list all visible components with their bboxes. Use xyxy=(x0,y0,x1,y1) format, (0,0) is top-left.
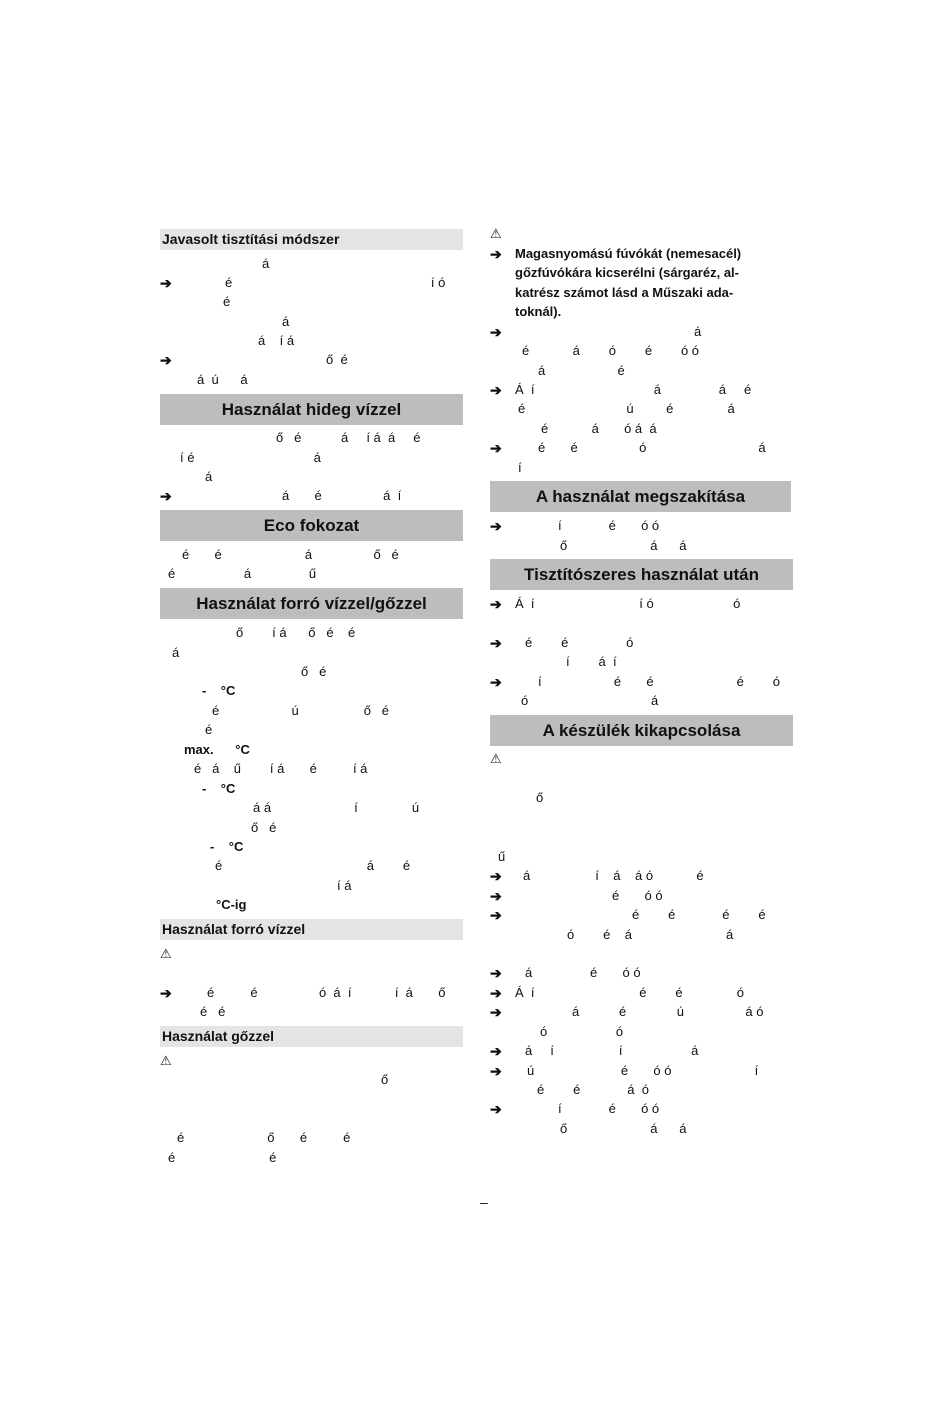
text-line: í á xyxy=(337,878,352,893)
text-line: á xyxy=(172,645,180,660)
text-line: ő é xyxy=(251,820,277,835)
heading-kikapcsolasa: A készülék kikapcsolása xyxy=(490,715,793,746)
text-line: í xyxy=(518,460,522,475)
warning-icon: ⚠ xyxy=(490,751,502,766)
arrow-icon: ➔ xyxy=(490,596,502,612)
text-line: Á í á á é xyxy=(515,382,752,397)
heading-eco: Eco fokozat xyxy=(160,510,463,541)
text-line: Á í é é ó xyxy=(515,985,745,1000)
arrow-icon: ➔ xyxy=(490,1004,502,1020)
text-line: ő xyxy=(536,790,544,805)
arrow-icon: ➔ xyxy=(490,246,502,262)
text-line: toknál). xyxy=(515,304,562,319)
arrow-icon: ➔ xyxy=(490,965,502,981)
text-line: á é ó ó xyxy=(525,965,641,980)
text-line: é í ó xyxy=(225,275,446,290)
temperature-line: max. °C xyxy=(184,742,250,757)
text-line: é é ó á xyxy=(538,440,766,455)
arrow-icon: ➔ xyxy=(490,1101,502,1117)
text-line: á é á í xyxy=(282,488,402,503)
text-line: á é ú á ó xyxy=(572,1004,764,1019)
arrow-icon: ➔ xyxy=(160,352,172,368)
text-line: í é ó ó xyxy=(558,1101,660,1116)
arrow-icon: ➔ xyxy=(490,907,502,923)
arrow-icon: ➔ xyxy=(490,635,502,651)
arrow-icon: ➔ xyxy=(490,518,502,534)
text-line: é ú é á xyxy=(518,401,735,416)
text-line: é é xyxy=(168,1150,277,1165)
text-line: á xyxy=(205,469,213,484)
text-line: é é á ó xyxy=(537,1082,649,1097)
heading-gozzel: Használat gőzzel xyxy=(160,1026,463,1047)
temperature-line: - °C xyxy=(202,683,236,698)
text-line: ő é á í á á é xyxy=(276,430,421,445)
text-line: ő é xyxy=(326,352,348,367)
arrow-icon: ➔ xyxy=(160,985,172,1001)
heading-hideg: Használat hideg vízzel xyxy=(160,394,463,425)
text-line: é é ó xyxy=(525,635,634,650)
text-line: é xyxy=(223,294,231,309)
text-line: é ó ó xyxy=(612,888,663,903)
arrow-icon: ➔ xyxy=(160,275,172,291)
arrow-icon: ➔ xyxy=(490,888,502,904)
text-line: é é á ő é xyxy=(182,547,399,562)
text-line: Á í í ó ó xyxy=(515,596,741,611)
text-line: á xyxy=(694,324,702,339)
heading-javasolt: Javasolt tisztítási módszer xyxy=(160,229,463,250)
text-line: katrész számot lásd a Műszaki ada- xyxy=(515,285,734,300)
heading-megszakitasa: A használat megszakítása xyxy=(490,481,791,512)
text-line: á í á xyxy=(258,333,295,348)
arrow-icon: ➔ xyxy=(490,382,502,398)
arrow-icon: ➔ xyxy=(490,1063,502,1079)
text-line: ő á á xyxy=(560,1121,687,1136)
heading-forro-gozzel: Használat forró vízzel/gőzzel xyxy=(160,588,463,619)
text-line: é á é xyxy=(215,858,411,873)
text-line: gőzfúvókára kicserélni (sárgaréz, al- xyxy=(515,265,739,280)
text-line: ó á xyxy=(521,693,659,708)
arrow-icon: ➔ xyxy=(490,324,502,340)
temperature-line: - °C xyxy=(202,781,236,796)
page-number: – xyxy=(480,1194,488,1210)
text-line: ő é xyxy=(301,664,327,679)
text-line: Magasnyomású fúvókát (nemesacél) xyxy=(515,246,742,261)
warning-icon: ⚠ xyxy=(160,1053,172,1068)
arrow-icon: ➔ xyxy=(490,674,502,690)
arrow-icon: ➔ xyxy=(490,868,502,884)
heading-forro: Használat forró vízzel xyxy=(160,919,463,940)
text-line: ó ó xyxy=(540,1024,624,1039)
text-line: é é ó á í í á ő xyxy=(207,985,446,1000)
text-line: í é ó ó xyxy=(558,518,660,533)
text-line: ő á á xyxy=(560,538,687,553)
text-line: í é á xyxy=(180,450,321,465)
text-line: é xyxy=(205,722,213,737)
text-line: é ő é é xyxy=(177,1130,351,1145)
text-line: ű xyxy=(498,849,506,864)
text-line: é é xyxy=(200,1004,226,1019)
text-line: ő í á ő é é xyxy=(236,625,356,640)
text-line: ő xyxy=(381,1072,389,1087)
text-line: á ú á xyxy=(197,372,248,387)
text-line: á xyxy=(282,314,290,329)
text-line: í á í xyxy=(566,654,617,669)
warning-icon: ⚠ xyxy=(160,946,172,961)
arrow-icon: ➔ xyxy=(160,488,172,504)
text-line: á xyxy=(262,256,270,271)
arrow-icon: ➔ xyxy=(490,440,502,456)
arrow-icon: ➔ xyxy=(490,1043,502,1059)
text-line: é ú ő é xyxy=(212,703,390,718)
text-line: á á í ú xyxy=(253,800,420,815)
warning-icon: ⚠ xyxy=(490,226,502,241)
temperature-line: - °C xyxy=(210,839,244,854)
text-line: ú é ó ó í xyxy=(527,1063,759,1078)
text-line: ó é á á xyxy=(567,927,734,942)
text-line: í é é é ó xyxy=(538,674,781,689)
text-line: é á ó á á xyxy=(541,421,657,436)
text-line: é á ó é ó ó xyxy=(522,343,700,358)
arrow-icon: ➔ xyxy=(490,985,502,1001)
text-line: á í í á xyxy=(525,1043,699,1058)
text-line: á é xyxy=(538,363,625,378)
text-line: é á ű í á é í á xyxy=(194,761,368,776)
heading-tisztitoszeres: Tisztítószeres használat után xyxy=(490,559,793,590)
text-line: á í á á ó é xyxy=(523,868,704,883)
temperature-line: °C-ig xyxy=(216,897,247,912)
text-line: é é é é xyxy=(632,907,766,922)
text-line: é á ű xyxy=(168,566,317,581)
